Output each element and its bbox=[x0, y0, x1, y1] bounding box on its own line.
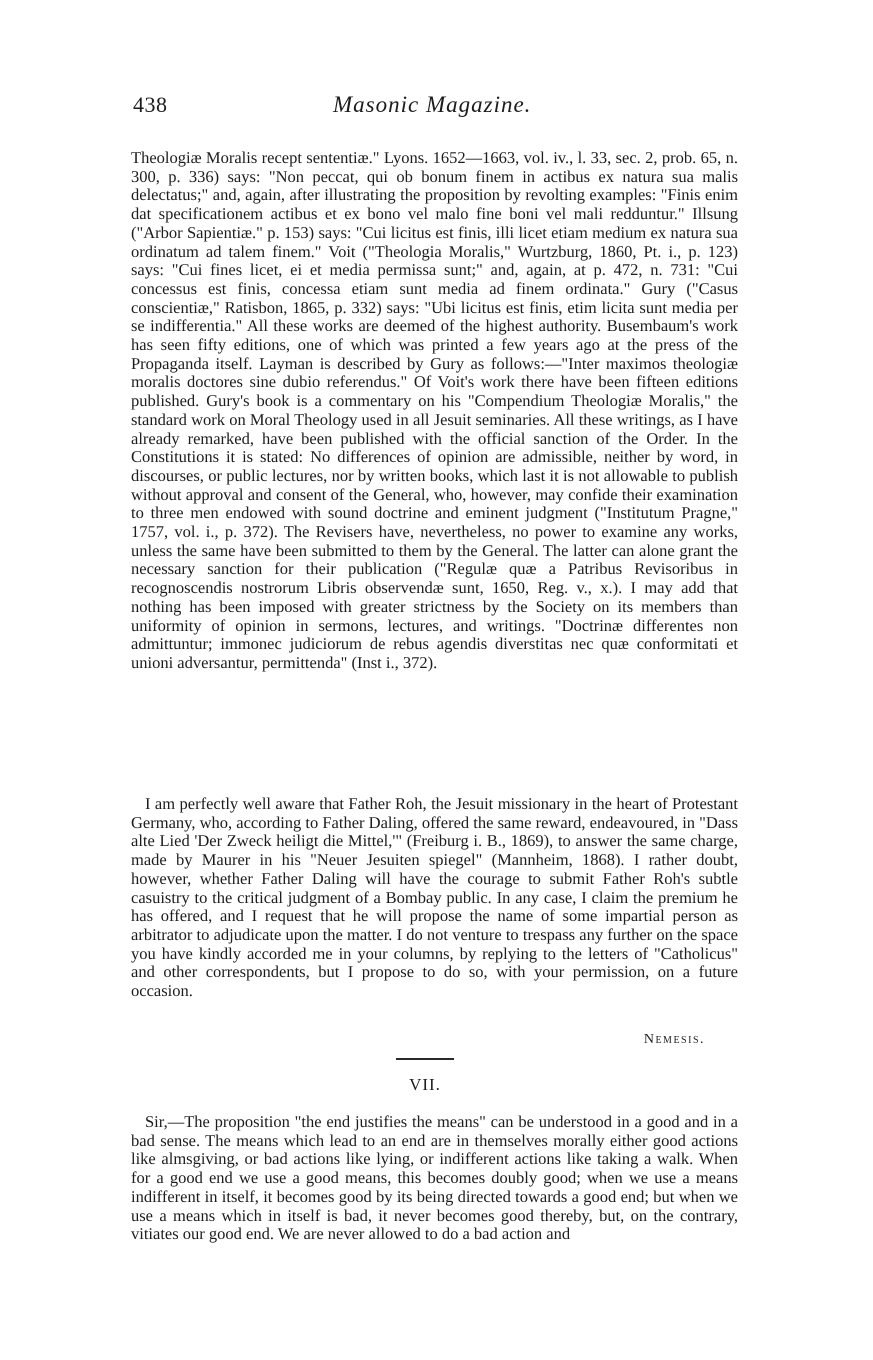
author-signature: Nemesis. bbox=[643, 1032, 705, 1047]
page-header bbox=[133, 92, 745, 126]
body-paragraph: Sir,—The proposition "the end justifies the means" can be understood in a good and in a bad sense. The means which lead to an end are in themselves morally either good actions like almsgiving, or bad actions like lying, or indifferent actions like taking a walk. When for a good end we use a good means, this becomes doubly good; when we use a means indifferent in itself, it becomes good by its being directed towards a good end; but when we use a means which in itself is bad, it never becomes good thereby, but, on the contrary, vitiates our good end. We are never allowed to do a bad action and bbox=[131, 1112, 738, 1244]
section-heading: VII. bbox=[409, 1075, 441, 1094]
page-number: 438 bbox=[133, 92, 168, 117]
article-continuation bbox=[131, 149, 738, 673]
body-paragraph: Theologiæ Moralis recept sententiæ." Lyons. 1652—1663, vol. iv., l. 33, sec. 2, prob. 65, n. 300, p. 336) says: "Non peccat, qui ob bonum finem in actibus ex natura sua malis delectatus;" and, again, after illustrating the proposition by revolting examples: "Finis enim dat specificationem actibus et ex bono vel malo fine boni vel mali redduntur." Illsung ("Arbor Sapientiæ." p. 153) says: "Cui licitus est finis, illi licet etiam medium ex natura sua ordinatum ad talem finem." Voit ("Theologia Moralis," Wurtzburg, 1860, Pt. i., p. 123) says: "Cui fines licet, ei et media permissa sunt;" and, again, at p. 472, n. 731: "Cui concessus est finis, concessa etiam sunt media ad finem ordinata." Gury ("Casus conscientiæ," Ratisbon, 1865, p. 332) says: "Ubi licitus est finis, etim licita sunt media per se indifferentia." All these works are deemed of the highest authority. Busembaum's work has seen fifty editions, one of which was printed a few years ago at the press of the Propaganda itself. Layman is described by Gury as follows:—"Inter maximos theologiæ moralis doctores sine dubio referendus." Of Voit's work there have been fifteen editions published. Gury's book is a commentary on his "Compendium Theologiæ Moralis," the standard work on Moral Theology used in all Jesuit seminaries. All these writings, as I have already remarked, have been published with the official sanction of the Order. In the Constitutions it is stated: No differences of opinion are admissible, neither by word, in discourses, or public lectures, nor by written books, which last it is not allowable to publish without approval and consent of the General, who, however, may confide their examination to three men endowed with sound doctrine and eminent judgment ("Institutum Pragne," 1757, vol. i., p. 372). The Revisers have, nevertheless, no power to examine any works, unless the same have been submitted to them by the General. The latter can alone grant the necessary sanction for their publication ("Regulæ quæ a Patribus Revisoribus in recognoscendis nostrorum Libris observendæ sunt, 1650, Reg. v., x.). I may add that nothing has been imposed with greater strictness by the Society on its members than uniformity of opinion in sermons, lectures, and writings. "Doctrinæ differentes non admittuntur; immonec judiciorum de rebus agendis diverstitas nec quæ conformitati et unioni adversantur, permittenda" (Inst i., 372). bbox=[131, 148, 738, 672]
body-paragraph: I am perfectly well aware that Father Roh, the Jesuit missionary in the heart of Protestant Germany, who, according to Father Daling, offered the same reward, endeavoured, in "Dass alte Lied 'Der Zweck heiligt die Mittel,'" (Freiburg i. B., 1869), to answer the same charge, made by Maurer in his "Neuer Jesuiten spiegel" (Mannheim, 1868). I rather doubt, however, whether Father Daling will have the courage to submit Father Roh's subtle casuistry to the critical judgment of a Bombay public. In any case, I claim the premium he has offered, and I request that he will propose the name of some impartial person as arbitrator to adjudicate upon the matter. I do not venture to trespass any further on the space you have kindly accorded me in your columns, by replying to the letters of "Catholicus" and other correspondents, but I propose to do so, with your permission, on a future occasion. bbox=[131, 794, 738, 1001]
running-title: Masonic Magazine. bbox=[333, 92, 532, 117]
section-divider bbox=[396, 1058, 454, 1060]
article-closing bbox=[131, 795, 738, 1001]
next-letter bbox=[131, 1113, 738, 1244]
